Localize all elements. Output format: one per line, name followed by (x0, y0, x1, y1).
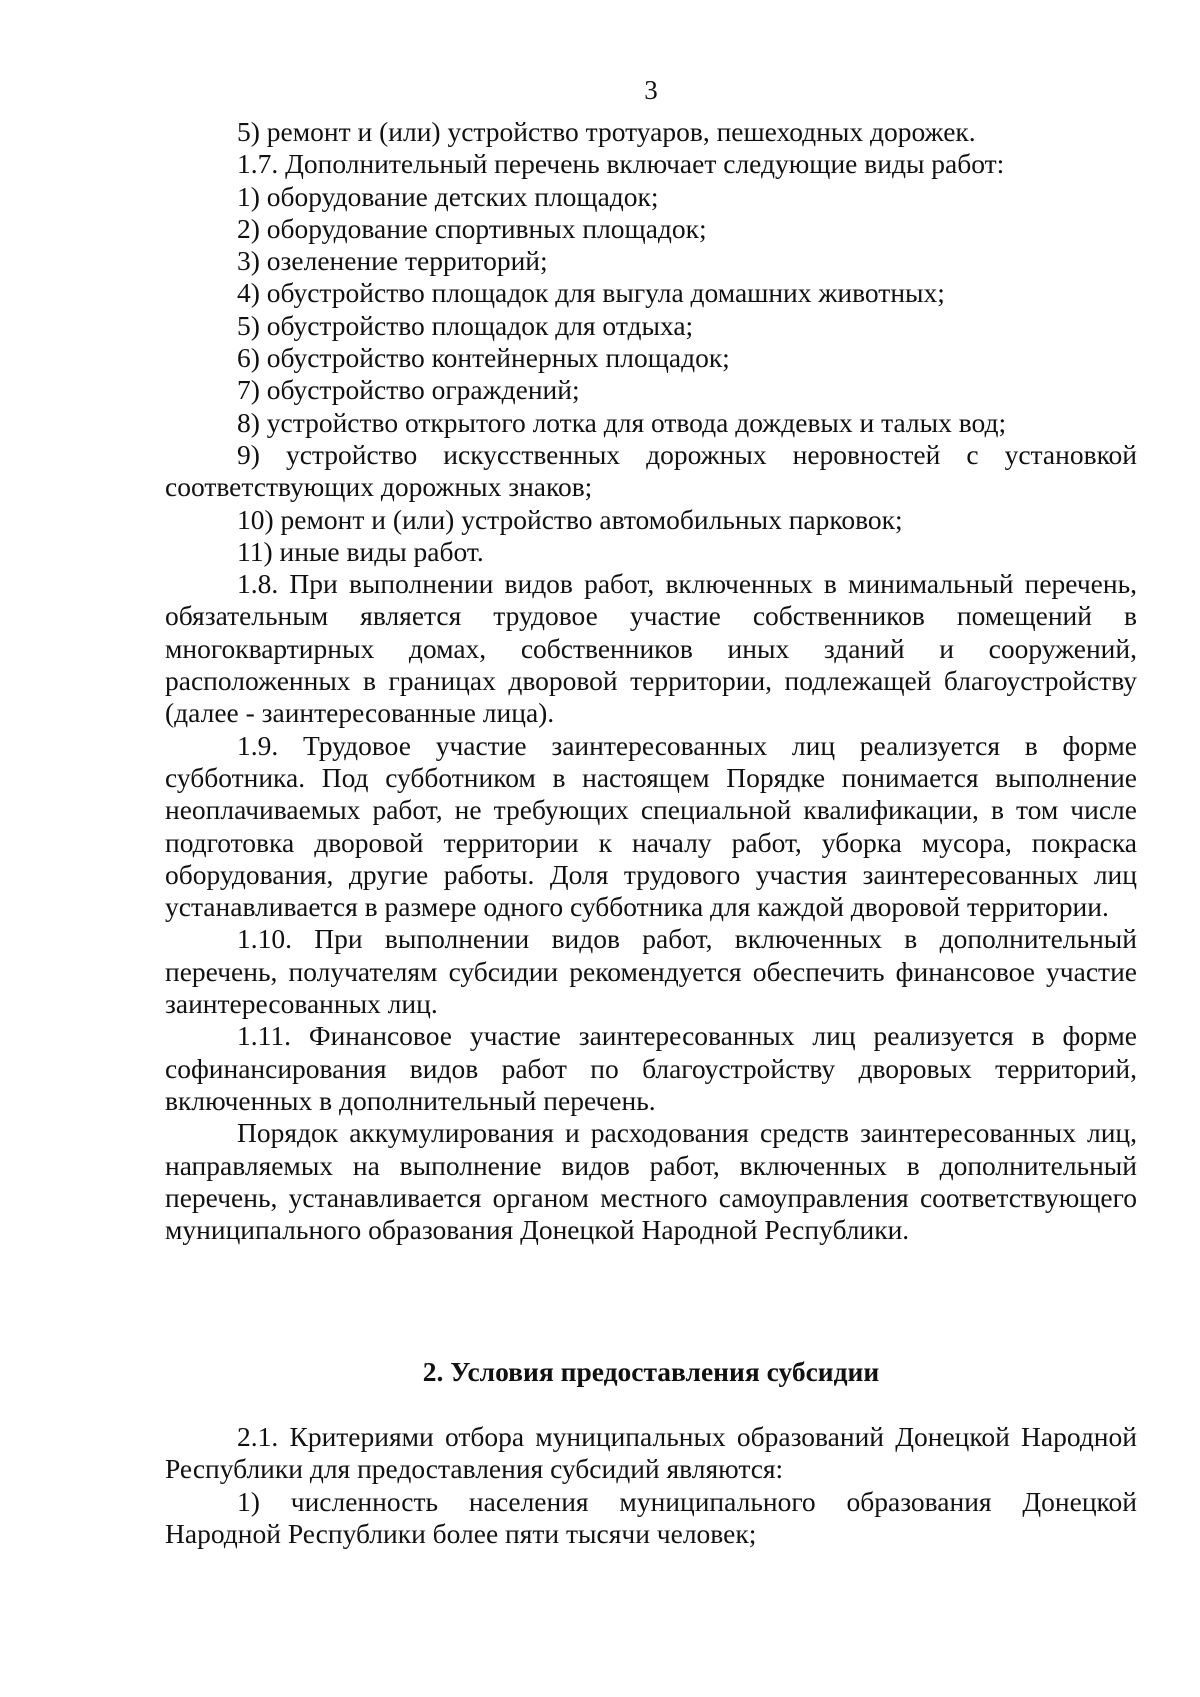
list-item: 9) устройство искусственных дорожных неровностей с установкой соответствующих дорожных знаков; (165, 438, 1137, 503)
list-item: 3) озеленение территорий; (237, 245, 548, 277)
list-item: 1) численность населения муниципального образования Донецкой Народной Республики более пяти тысячи человек; (165, 1485, 1137, 1549)
paragraph: 1.10. При выполнении видов работ, включенных в дополнительный перечень, получателям субсидии рекомендуется обеспечить финансовое участие заинтересованных лиц. (165, 923, 1137, 1020)
paragraph: 2.1. Критериями отбора муниципальных образований Донецкой Народной Республики для предоставления субсидий являются: (165, 1421, 1137, 1485)
paragraph: 5) ремонт и (или) устройство тротуаров, пешеходных дорожек. (237, 116, 976, 147)
list-item: 8) устройство открытого лотка для отвода дождевых и талых вод; (237, 406, 1007, 438)
paragraph: 1.8. При выполнении видов работ, включенных в минимальный перечень, обязательным является трудовое участие собственников помещений в многоквартирных домах, собственников иных зданий и сооружений, расположенных в границах дворовой территории, подлежащей благоустройству (далее - заинтересованные лица). (165, 568, 1137, 729)
paragraph: 1.11. Финансовое участие заинтересованных лиц реализуется в форме софинансирования видов работ по благоустройству дворовых территорий, включенных в дополнительный перечень. (165, 1020, 1137, 1116)
page-number: 3 (644, 75, 658, 105)
list-item: 4) обустройство площадок для выгула домашних животных; (237, 277, 945, 309)
list-item: 6) обустройство контейнерных площадок; (237, 342, 730, 374)
list-item: 10) ремонт и (или) устройство автомобильных парковок; (237, 503, 903, 535)
list-item: 2) оборудование спортивных площадок; (237, 212, 707, 244)
section-body (165, 1421, 1137, 1550)
list-item: 11) иные виды работ. (237, 535, 484, 567)
list-item: 1) оборудование детских площадок; (237, 180, 659, 212)
document-body (165, 116, 1137, 1246)
paragraph: 1.9. Трудовое участие заинтересованных лиц реализуется в форме субботника. Под субботником в настоящем Порядке понимается выполнение неоплачиваемых работ, не требующих специальной квалификации, в том числе подготовка дворовой территории к началу работ, уборка мусора, покраска оборудования, другие работы. Доля трудового участия заинтересованных лиц устанавливается в размере одного субботника для каждой дворовой территории. (165, 729, 1137, 923)
list-item: 5) обустройство площадок для отдыха; (237, 309, 694, 341)
section-heading: 2. Условия предоставления субсидии (422, 1356, 880, 1387)
paragraph: 1.7. Дополнительный перечень включает следующие виды работ: (237, 148, 1005, 180)
paragraph: Порядок аккумулирования и расходования средств заинтересованных лиц, направляемых на выполнение видов работ, включенных в дополнительный перечень, устанавливается органом местного самоуправления соответствующего муниципального образования Донецкой Народной Республики. (165, 1117, 1137, 1246)
list-item: 7) обустройство ограждений; (237, 374, 580, 406)
